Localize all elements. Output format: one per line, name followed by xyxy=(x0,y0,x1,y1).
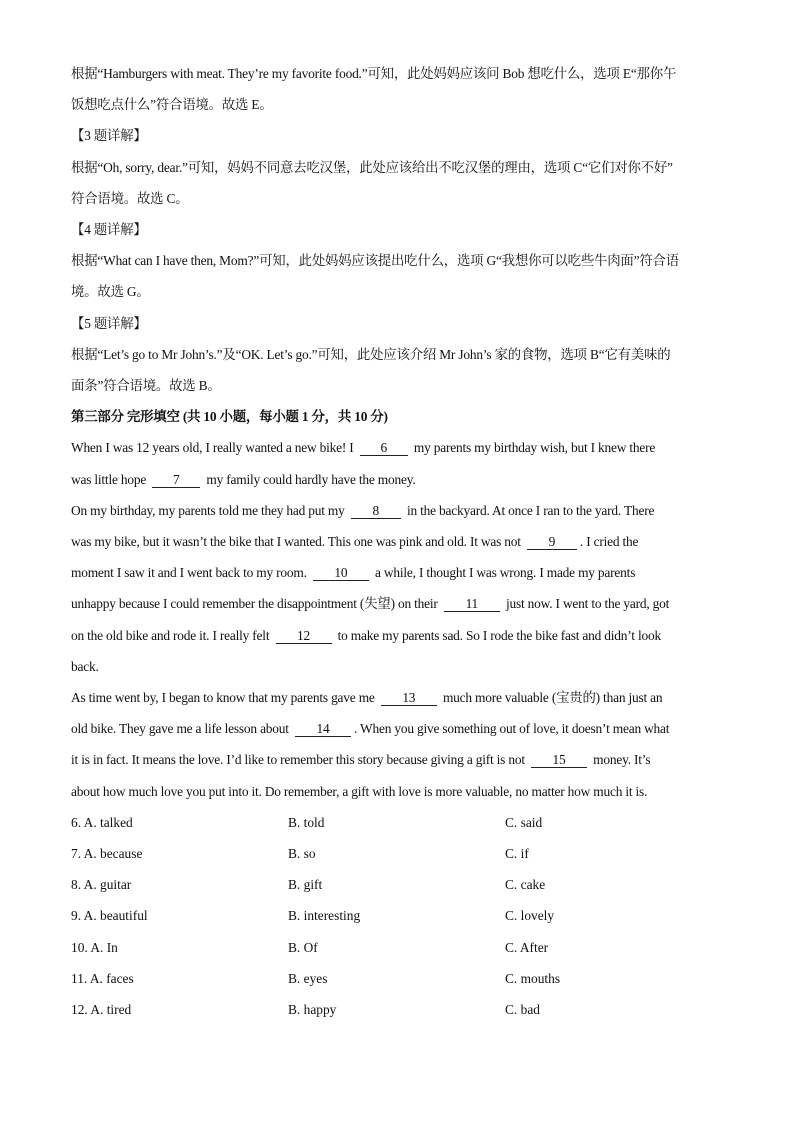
passage-text: a while, I thought I was wrong. I made my parents xyxy=(371,565,636,581)
passage-text: On my birthday, my parents told me they had put my xyxy=(71,502,348,518)
passage-text: money. It’s xyxy=(590,752,651,768)
passage-line xyxy=(71,713,721,744)
passage-text: was my bike, but it wasn’t the bike that I wanted. This one was pink and old. It was not xyxy=(71,534,524,550)
option-row-6 xyxy=(71,807,721,838)
option-c: C. lovely xyxy=(505,908,555,924)
passage-text: As time went by, I began to know that my parents gave me xyxy=(71,690,378,706)
passage-line: about how much love you put into it. Do remember, a gift with love is more valuable, no matter how much it is. xyxy=(71,783,648,799)
option-a: 11. A. faces xyxy=(71,970,134,986)
option-row-9 xyxy=(71,900,721,931)
option-b: B. interesting xyxy=(288,908,361,924)
option-row-10 xyxy=(71,932,721,963)
option-row-7 xyxy=(71,838,721,869)
passage-text: unhappy because I could remember the disappointment (失望) on their xyxy=(71,596,441,612)
explanation-block-4 xyxy=(71,214,721,308)
blank-13: 13 xyxy=(381,690,437,706)
explanation-line: 面条”符合语境。故选 B。 xyxy=(71,378,221,394)
passage-line xyxy=(71,432,721,463)
option-c: C. mouths xyxy=(505,970,561,986)
section-title: 第三部分 完形填空 (共 10 小题，每小题 1 分，共 10 分) xyxy=(71,409,388,425)
explanation-line: 根据“Let’s go to Mr John’s.”及“OK. Let’s go.”可知，此处应该介绍 Mr John’s 家的食物，选项 B“它有美味的 xyxy=(71,346,671,362)
explanation-line: 符合语境。故选 C。 xyxy=(71,190,189,206)
explanation-block-2 xyxy=(71,58,721,120)
option-b: B. so xyxy=(288,846,316,862)
option-b: B. told xyxy=(288,814,325,830)
passage-text: it is in fact. It means the love. I’d like to remember this story because giving a gift is not xyxy=(71,752,528,768)
passage-line xyxy=(71,495,721,526)
option-a: 6. A. talked xyxy=(71,814,133,830)
explanation-block-5 xyxy=(71,308,721,402)
passage-text: just now. I went to the yard, got xyxy=(502,596,670,612)
blank-6: 6 xyxy=(360,440,408,456)
passage-text: to make my parents sad. So I rode the bike fast and didn’t look xyxy=(334,627,661,643)
option-a: 8. A. guitar xyxy=(71,877,132,893)
blank-10: 10 xyxy=(313,565,369,581)
explanation-line: 饭想吃点什么”符合语境。故选 E。 xyxy=(71,97,273,113)
passage-text: was little hope xyxy=(71,471,150,487)
passage-text: on the old bike and rode it. I really felt xyxy=(71,627,273,643)
explanation-line: 根据“Oh, sorry, dear.”可知，妈妈不同意去吃汉堡，此处应该给出不吃汉堡的理由，选项 C“它们对你不好” xyxy=(71,159,673,175)
option-a: 12. A. tired xyxy=(71,1002,132,1018)
blank-7: 7 xyxy=(152,472,200,488)
option-row-12 xyxy=(71,994,721,1025)
passage-text: . When you give something out of love, it doesn’t mean what xyxy=(353,721,670,737)
option-c: C. said xyxy=(505,814,543,830)
passage-text: moment I saw it and I went back to my room. xyxy=(71,565,310,581)
explanation-heading: 【3 题详解】 xyxy=(71,128,147,144)
option-c: C. After xyxy=(505,939,549,955)
passage-text: much more valuable (宝贵的) than just an xyxy=(439,690,663,706)
blank-11: 11 xyxy=(444,596,500,612)
option-row-8 xyxy=(71,869,721,900)
option-c: C. if xyxy=(505,846,529,862)
option-c: C. cake xyxy=(505,877,546,893)
passage-text: When I was 12 years old, I really wanted a new bike! I xyxy=(71,440,357,456)
explanation-block-3 xyxy=(71,120,721,214)
option-b: B. happy xyxy=(288,1002,337,1018)
passage-line xyxy=(71,588,721,619)
option-b: B. gift xyxy=(288,877,323,893)
answer-options xyxy=(71,807,721,1025)
passage-text: . I cried the xyxy=(579,534,639,550)
blank-15: 15 xyxy=(531,752,587,768)
cloze-passage xyxy=(71,432,721,806)
passage-line xyxy=(71,682,721,713)
passage-line xyxy=(71,464,721,495)
explanation-line: 根据“Hamburgers with meat. They’re my favorite food.”可知，此处妈妈应该问 Bob 想吃什么，选项 E“那你午 xyxy=(71,66,677,81)
blank-9: 9 xyxy=(527,534,577,550)
passage-line xyxy=(71,620,721,651)
passage-text: my parents my birthday wish, but I knew there xyxy=(410,440,656,456)
passage-text: my family could hardly have the money. xyxy=(203,471,416,487)
blank-8: 8 xyxy=(351,503,401,519)
blank-12: 12 xyxy=(276,628,332,644)
option-c: C. bad xyxy=(505,1002,540,1018)
option-a: 9. A. beautiful xyxy=(71,908,148,924)
option-b: B. Of xyxy=(288,939,318,955)
explanation-heading: 【5 题详解】 xyxy=(71,315,147,331)
passage-line xyxy=(71,526,721,557)
passage-line: back. xyxy=(71,658,99,674)
passage-text: old bike. They gave me a life lesson about xyxy=(71,721,292,737)
explanation-heading: 【4 题详解】 xyxy=(71,222,147,238)
option-row-11 xyxy=(71,963,721,994)
option-a: 7. A. because xyxy=(71,846,143,862)
document-page xyxy=(71,58,721,1025)
option-a: 10. A. In xyxy=(71,939,118,955)
explanation-line: 根据“What can I have then, Mom?”可知，此处妈妈应该提出吃什么，选项 G“我想你可以吃些牛肉面”符合语 xyxy=(71,253,679,269)
explanation-line: 境。故选 G。 xyxy=(71,284,150,300)
blank-14: 14 xyxy=(295,721,351,737)
passage-line xyxy=(71,557,721,588)
passage-line xyxy=(71,744,721,775)
passage-text: in the backyard. At once I ran to the yard. There xyxy=(403,502,655,518)
option-b: B. eyes xyxy=(288,970,328,986)
